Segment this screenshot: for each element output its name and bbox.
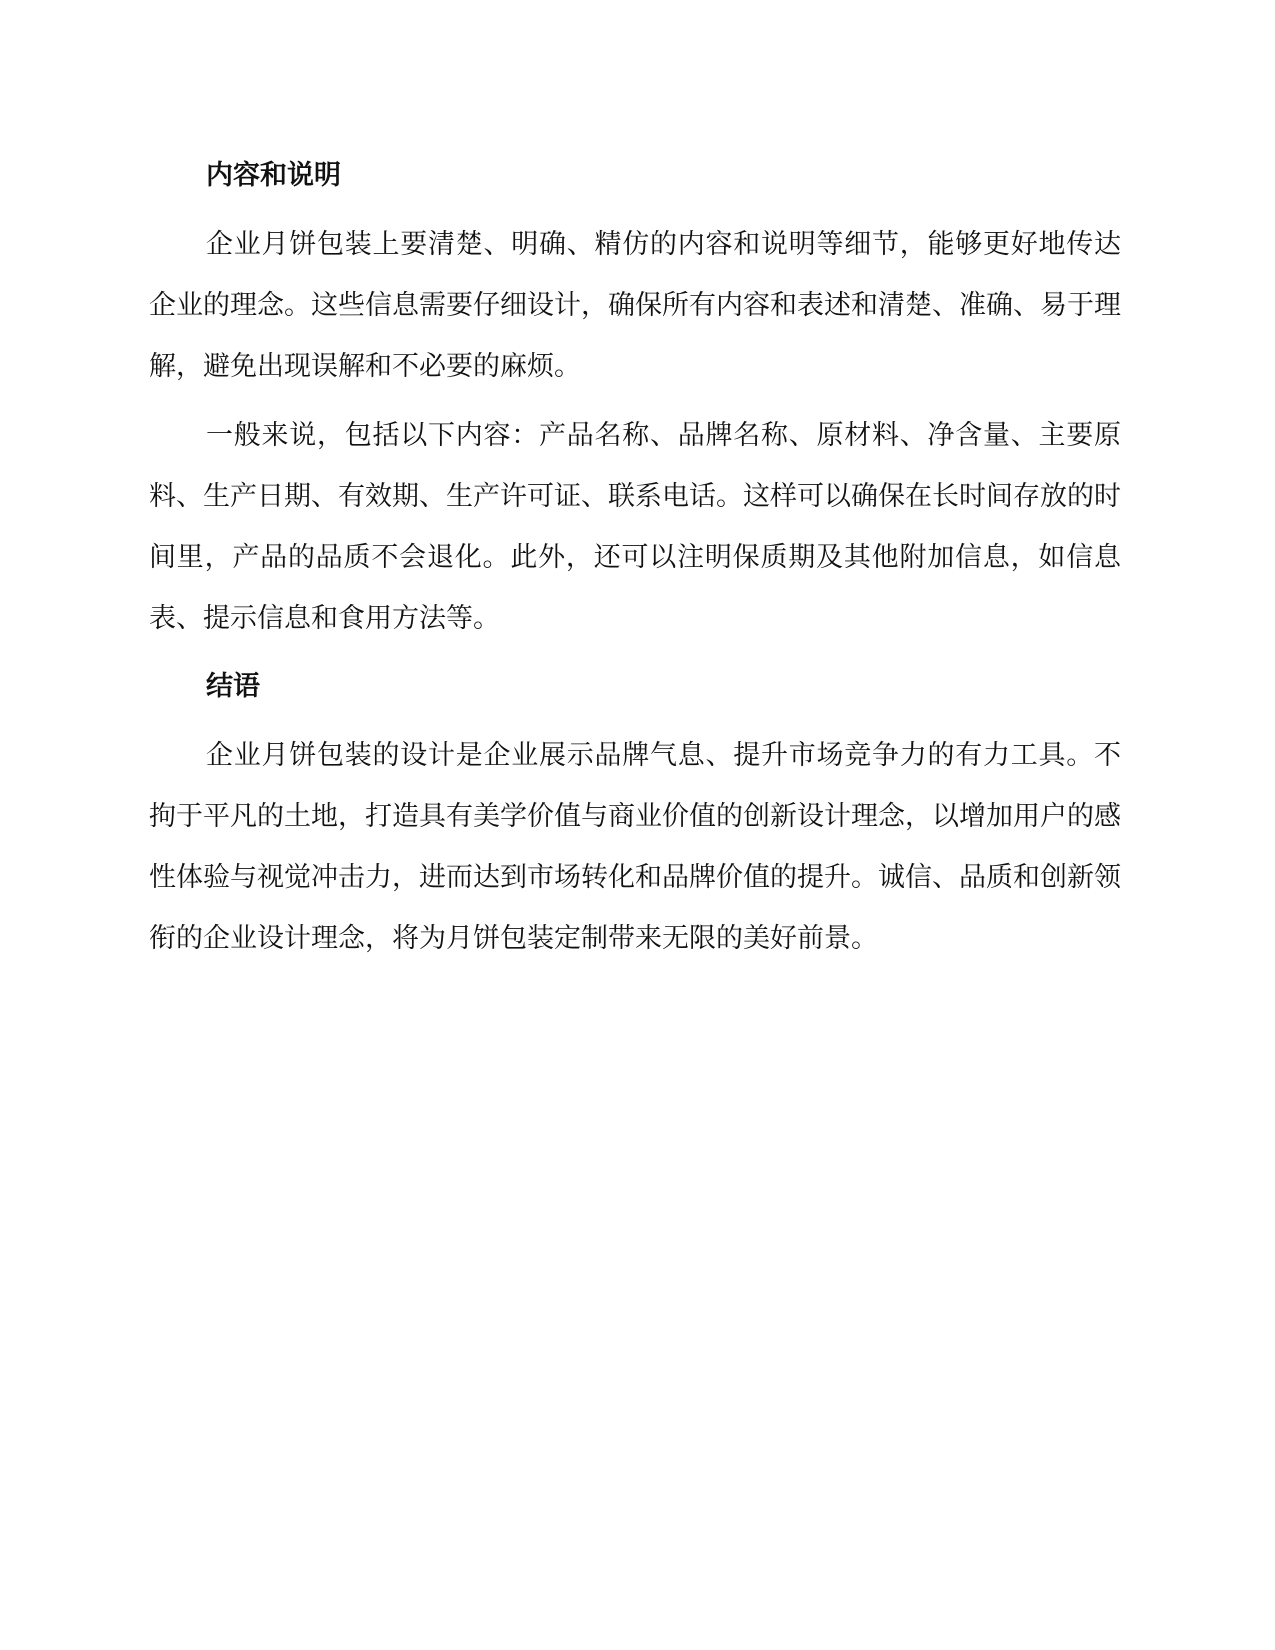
section-heading-conclusion: 结语 — [206, 671, 260, 702]
paragraph: 企业月饼包装的设计是企业展示品牌气息、提升市场竞争力的有力工具。不拘于平凡的土地，打造具有美学价值与商业价值的创新设计理念，以增加用户的感性体验与视觉冲击力，进而达到市场转化和品牌价值的提升。诚信、品质和创新领衔的企业设计理念，将为月饼包装定制带来无限的美好前景。 — [149, 740, 1121, 954]
paragraph: 企业月饼包装上要清楚、明确、精仿的内容和说明等细节，能够更好地传达企业的理念。这些信息需要仔细设计，确保所有内容和表述和清楚、准确、易于理解，避免出现误解和不必要的麻烦。 — [149, 229, 1121, 382]
paragraph: 一般来说，包括以下内容：产品名称、品牌名称、原材料、净含量、主要原料、生产日期、有效期、生产许可证、联系电话。这样可以确保在长时间存放的时间里，产品的品质不会退化。此外，还可以注明保质期及其他附加信息，如信息表、提示信息和食用方法等。 — [149, 420, 1121, 634]
document-page — [149, 146, 1121, 969]
section-heading-content-and-explanation: 内容和说明 — [206, 160, 341, 191]
